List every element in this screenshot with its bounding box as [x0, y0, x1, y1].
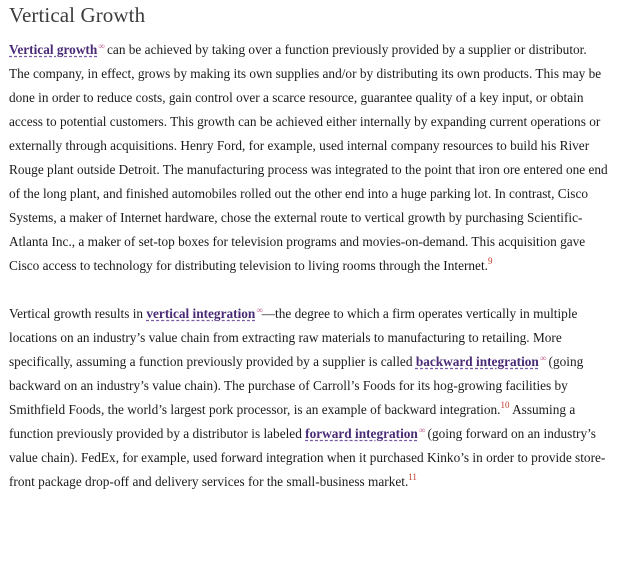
- paragraph-text: —the degree to which a firm operates vertically in multiple locations on an industry’s value chain from extracting raw materials to manufacturing to retailing. More specifically, assuming a function previously provided by a supplier is called: [9, 306, 578, 369]
- paragraph-text: (going forward on an industry’s value chain). FedEx, for example, used forward integration when it purchased Kinko’s in order to provide store-front package drop-off and delivery services for the small-business market.: [9, 426, 606, 489]
- paragraph-text: can be achieved by taking over a function previously provided by a supplier or distributor. The company, in effect, grows by making its own supplies and/or by distributing its own products. This may be done in order to reduce costs, gain control over a scarce resource, guarantee quality of a key input, or obtain access to potential customers. This growth can be achieved either internally by expanding current operations or externally through acquisitions. Henry Ford, for example, used internal company resources to build his River Rouge plant outside Detroit. The manufacturing process was integrated to the point that iron ore entered one end of the long plant, and finished automobiles rolled out the other end into a huge parking lot. In contrast, Cisco Systems, a maker of Internet hardware, chose the external route to vertical growth by purchasing Scientific-Atlanta Inc., a maker of set-top boxes for television programs and movies-on-demand. This acquisition gave Cisco access to technology for distributing television to living rooms through the Internet.: [9, 42, 608, 273]
- paragraph-vertical-integration: [9, 302, 610, 494]
- footnote-ref-11[interactable]: 11: [408, 472, 417, 482]
- page-content: [0, 2, 624, 494]
- paragraph-text: (going backward on an industry’s value chain). The purchase of Carroll’s Foods for its hog-growing facilities by Smithfield Foods, the world’s largest pork processor, is an example of backward integration.: [9, 354, 584, 417]
- paragraph-text: Assuming a function previously provided by a distributor is labeled: [9, 402, 576, 441]
- glossary-term-backward-integration[interactable]: backward integration: [415, 354, 539, 369]
- footnote-ref-9[interactable]: 9: [487, 256, 493, 266]
- paragraph-vertical-growth: [9, 38, 610, 278]
- glossary-link-icon[interactable]: ∞: [98, 41, 104, 51]
- paragraph-text: Vertical growth results in: [9, 306, 147, 321]
- glossary-link-icon[interactable]: ∞: [418, 425, 425, 435]
- glossary-term-forward-integration[interactable]: forward integration: [305, 426, 418, 441]
- section-title: Vertical Growth: [9, 3, 146, 27]
- glossary-link-icon[interactable]: ∞: [539, 353, 546, 363]
- glossary-term-vertical-integration[interactable]: vertical integration: [146, 306, 256, 321]
- footnote-ref-10[interactable]: 10: [500, 400, 510, 410]
- glossary-link-icon[interactable]: ∞: [256, 305, 262, 315]
- glossary-term-vertical-growth[interactable]: Vertical growth: [9, 42, 98, 57]
